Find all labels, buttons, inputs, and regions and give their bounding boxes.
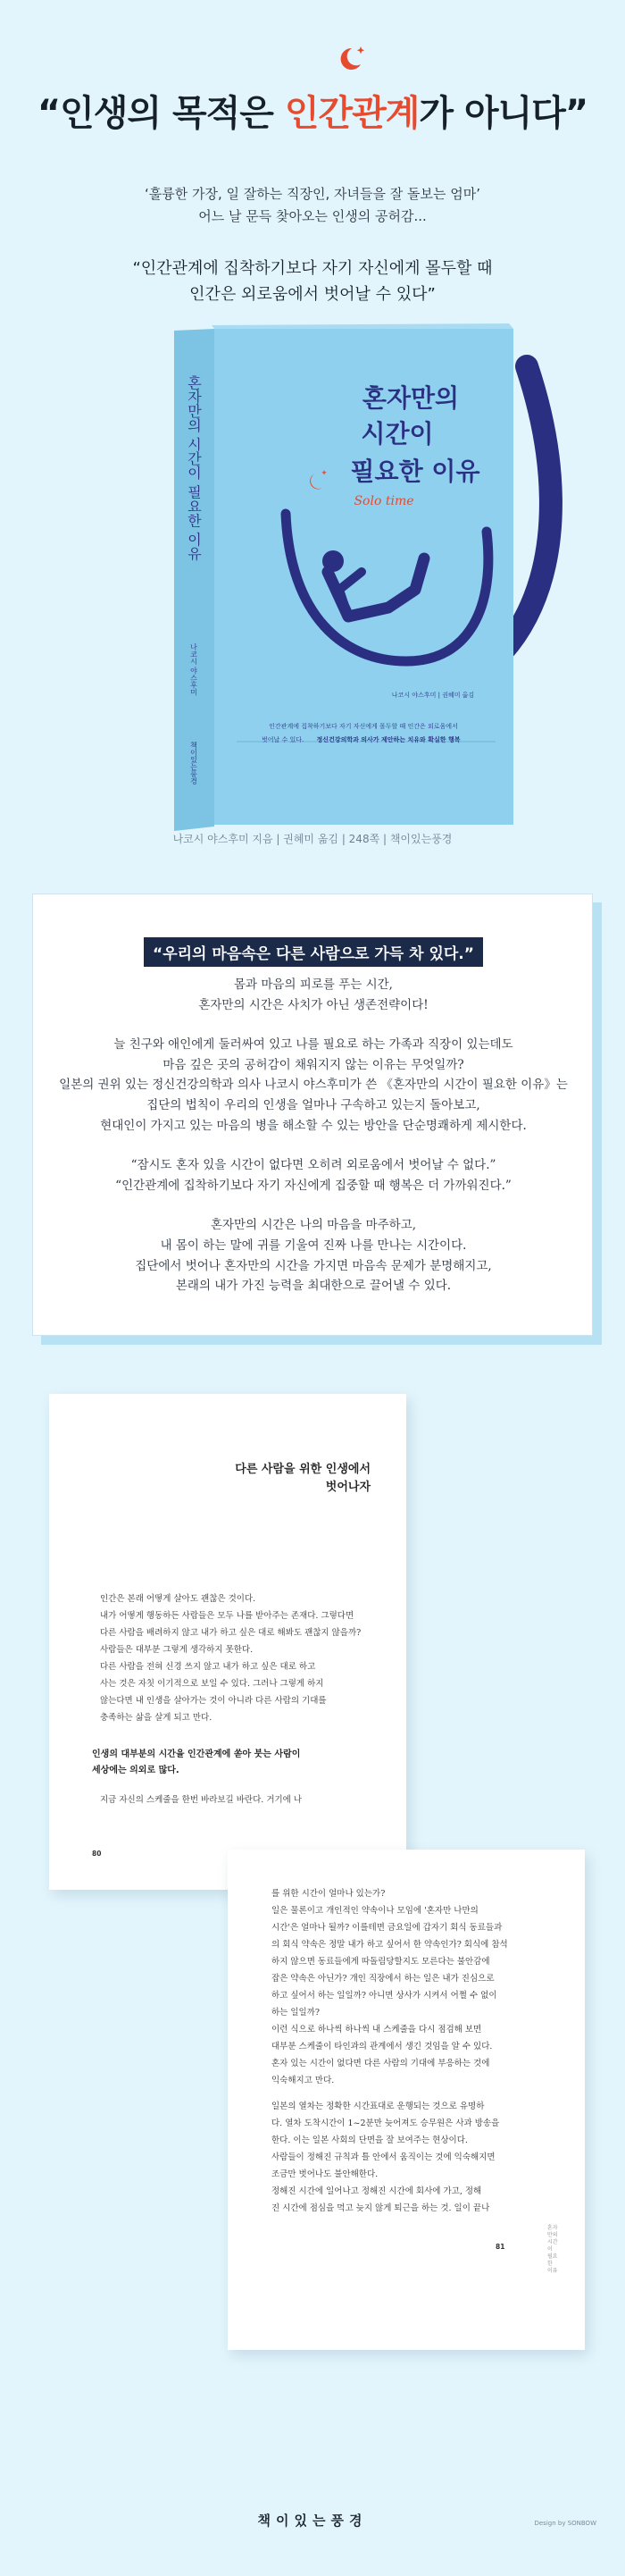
- intro-box: [32, 894, 593, 1336]
- intro-p1-line-1: 몸과 마음의 피로를 푸는 시간,: [234, 978, 393, 992]
- page2-line: 시간'은 얼마나 될까? 이를테면 금요일에 갑자기 회식 동료들과: [271, 1923, 503, 1933]
- page1-heading-line-2: 벗어나자: [325, 1481, 371, 1494]
- intro-p2-line-4: 집단의 법칙이 우리의 인생을 얼마나 구속하고 있는지 돌아보고,: [146, 1097, 480, 1112]
- intro-title-wrap: [33, 937, 594, 967]
- page2-line: 정해진 시간에 일어나고 정해진 시간에 회사에 가고, 정해: [271, 2186, 482, 2196]
- page2-line: 대부분 스케줄이 타인과의 관계에서 생긴 것임을 알 수 있다.: [271, 2042, 493, 2052]
- page1-emphasis: [92, 1747, 369, 1779]
- intro-p1-line-2: 혼자만의 시간은 사치가 아닌 생존전략이다!: [198, 997, 429, 1012]
- spine-publisher: 책이있는풍경: [189, 742, 198, 785]
- cover-title-line-2: 시간이: [361, 419, 434, 449]
- quote-line-2: 인간은 외로움에서 벗어날 수 있다”: [189, 285, 436, 304]
- headline-pre: “인생의 목적은: [37, 93, 285, 134]
- headline-accent: 인간관계: [284, 93, 420, 134]
- intro-p2-line-3: 일본의 권위 있는 정신건강의학과 의사 나코시 야스후미가 쓴 《혼자만의 시간이 필요한 이유》는: [59, 1078, 568, 1093]
- page1-line: 인간은 본래 어떻게 살아도 괜찮은 것이다.: [100, 1594, 256, 1604]
- intro-paragraph-2: [42, 1035, 585, 1136]
- page1-line: 다른 사람을 전혀 신경 쓰지 않고 내가 하고 싶은 대로 하고: [100, 1662, 316, 1672]
- intro-p4-line-4: 본래의 내가 가진 능력을 최대한으로 끌어낼 수 있다.: [175, 1279, 452, 1294]
- hero-subquote: [0, 183, 625, 228]
- spine-title: 혼자만의 시간이 필요한 이유: [185, 375, 203, 561]
- page2-line: 일은 물론이고 개인적인 약속이나 모임에 '혼자만 나만의: [271, 1906, 479, 1916]
- intro-p4-line-3: 집단에서 벗어나 혼자만의 시간을 가지면 마음속 문제가 분명해지고,: [135, 1258, 492, 1273]
- page1-body-tail: [92, 1791, 369, 1808]
- hero-headline: [0, 85, 625, 136]
- cover-subtitle: Solo time: [354, 494, 414, 508]
- cover-title-line-1: 혼자만의: [362, 383, 460, 413]
- subquote-line-2: 어느 날 문득 찾아오는 인생의 공허감...: [198, 208, 427, 224]
- intro-p4-line-2: 내 몸이 하는 말에 귀를 기울여 진짜 나를 만나는 시간이다.: [160, 1238, 467, 1253]
- page2-line: 일본의 열차는 정확한 시간표대로 운행되는 것으로 유명하: [271, 2102, 485, 2111]
- page1-line: 충족하는 삶을 살게 되고 만다.: [100, 1713, 212, 1723]
- intro-paragraph-3: [42, 1155, 585, 1196]
- intro-p2-line-2: 마음 깊은 곳의 공허감이 채워지지 않는 이유는 무엇일까?: [162, 1057, 464, 1072]
- page2-line: 진 시간에 점심을 먹고 늦지 않게 퇴근을 하는 것. 일이 끝나: [271, 2203, 490, 2213]
- page1-emphasis-line-2: 세상에는 의외로 많다.: [92, 1766, 179, 1775]
- headline-post: 가 아니다”: [419, 93, 588, 134]
- intro-p3-line-1: “잠시도 혼자 있을 시간이 없다면 오히려 외로움에서 벗어날 수 없다.”: [130, 1158, 496, 1173]
- page1-line: 사는 것은 자칫 이기적으로 보일 수 있다. 그러나 그렇게 하지: [100, 1679, 324, 1689]
- page2-number: 81: [496, 2243, 505, 2251]
- intro-paragraph-1: [42, 975, 585, 1015]
- page2-line: 의 회식 약속은 정말 내가 하고 싶어서 한 약속인가? 회식에 참석: [271, 1940, 508, 1950]
- intro-p2-line-1: 늘 친구와 애인에게 둘러싸여 있고 나를 필요로 하는 가족과 직장이 있는데도: [113, 1037, 513, 1053]
- page2-line: 하고 싶어서 하는 일일까? 아니면 상사가 시켜서 어쩔 수 없이: [271, 1991, 497, 2001]
- quote-line-1: “인간관계에 집착하기보다 자기 자신에게 몰두할 때: [132, 259, 493, 278]
- page2-line: 한다. 이는 일본 사회의 단면을 잘 보여주는 현상이다.: [271, 2135, 468, 2145]
- intro-p2-line-5: 현대인이 가지고 있는 마음의 병을 해소할 수 있는 방안을 단순명쾌하게 제시한다.: [100, 1118, 527, 1133]
- page2-body: [263, 1885, 540, 2217]
- page2-line: 혼자 있는 시간이 없다면 다른 사람의 기대에 부응하는 것에: [271, 2059, 490, 2068]
- intro-p3-line-2: “인간관계에 집착하기보다 자기 자신에게 집중할 때 행복은 더 가까워진다.”: [115, 1178, 512, 1193]
- cover-blurb-1: 인간관계에 집착하기보다 자기 자신에게 몰두할 때 인간은 외로움에서: [269, 723, 458, 730]
- page1-body: [92, 1590, 369, 1726]
- sample-page-right: [228, 1850, 585, 2350]
- page1-line: 내가 어떻게 행동하든 사람들은 모두 나를 받아주는 존재다. 그렇다면: [100, 1611, 354, 1621]
- page2-line: 잡은 약속은 아닌가? 개인 직장에서 하는 일은 내가 진심으로: [271, 1974, 495, 1984]
- intro-title: “우리의 마음속은 다른 사람으로 가득 차 있다.”: [144, 937, 483, 967]
- sample-page-left: [49, 1394, 406, 1890]
- intro-body: [42, 975, 585, 1316]
- page1-number: 80: [92, 1850, 102, 1858]
- intro-p4-line-1: 혼자만의 시간은 나의 마음을 마주하고,: [210, 1218, 417, 1233]
- intro-paragraph-4: [42, 1215, 585, 1296]
- page2-line: 하는 일일까?: [271, 2008, 320, 2018]
- sample-pages-section: [0, 1358, 625, 2547]
- footer-design-credit: Design by SONBOW: [534, 2520, 596, 2527]
- spine-author: 나코시 야스후미: [189, 643, 198, 696]
- page1-line: 않는다면 내 인생을 살아가는 것이 아니라 다른 사람의 기대를: [100, 1696, 327, 1706]
- footer-brand: 책이있는풍경: [257, 2513, 368, 2529]
- cover-blurb-2: 벗어날 수 있다.: [262, 736, 304, 743]
- book-caption: 나코시 야스후미 지음 | 권혜미 옮김 | 248쪽 | 책이있는풍경: [172, 833, 453, 845]
- book-cover-image: [156, 322, 522, 835]
- page2-line: 사람들이 정해진 규칙과 틀 안에서 움직이는 것에 익숙해지면: [271, 2152, 496, 2162]
- page2-line: 하지 않으면 동료들에게 따돌림당할지도 모른다는 불안감에: [271, 1957, 490, 1967]
- hero-quote: [0, 256, 625, 307]
- page2-line: 다. 열차 도착시간이 1~2분만 늦어져도 승무원은 사과 방송을: [271, 2119, 500, 2128]
- page2-line: 조금만 벗어나도 불안해한다.: [271, 2169, 379, 2179]
- crescent-moon-icon: [332, 41, 368, 77]
- page1-line: 사람들은 대부분 그렇게 생각하지 못한다.: [100, 1645, 254, 1655]
- page1-line: 지금 자신의 스케줄을 한번 바라보길 바란다. 거기에 나: [100, 1795, 303, 1805]
- page1-emphasis-line-1: 인생의 대부분의 시간을 인간관계에 쏟아 붓는 사람이: [92, 1749, 301, 1759]
- cover-blurb-bold: 정신건강의학과 의사가 제안하는 치유와 확실한 행복: [316, 736, 461, 743]
- page1-line: 다른 사람을 배려하지 않고 내가 하고 싶은 대로 해봐도 괜찮지 않을까?: [100, 1628, 362, 1638]
- subquote-line-1: ‘훌륭한 가장, 일 잘하는 직장인, 자녀들을 잘 돌보는 엄마’: [145, 186, 480, 202]
- page2-line: 를 위한 시간이 얼마나 있는가?: [271, 1889, 386, 1899]
- page2-running-title: 혼자만의 시간이 필요한 이유: [547, 2225, 558, 2274]
- page2-line: 익숙해지고 만다.: [271, 2076, 335, 2085]
- cover-title-line-3: 필요한 이유: [350, 457, 480, 486]
- page1-heading-line-1: 다른 사람을 위한 인생에서: [235, 1463, 371, 1476]
- page1-heading: [235, 1461, 371, 1497]
- page2-line: 이런 식으로 하나씩 하나씩 내 스케줄을 다시 점검해 보면: [271, 2025, 482, 2035]
- hero-section: [0, 0, 625, 876]
- cover-author: 나코시 야스후미 | 권혜미 옮김: [391, 692, 475, 699]
